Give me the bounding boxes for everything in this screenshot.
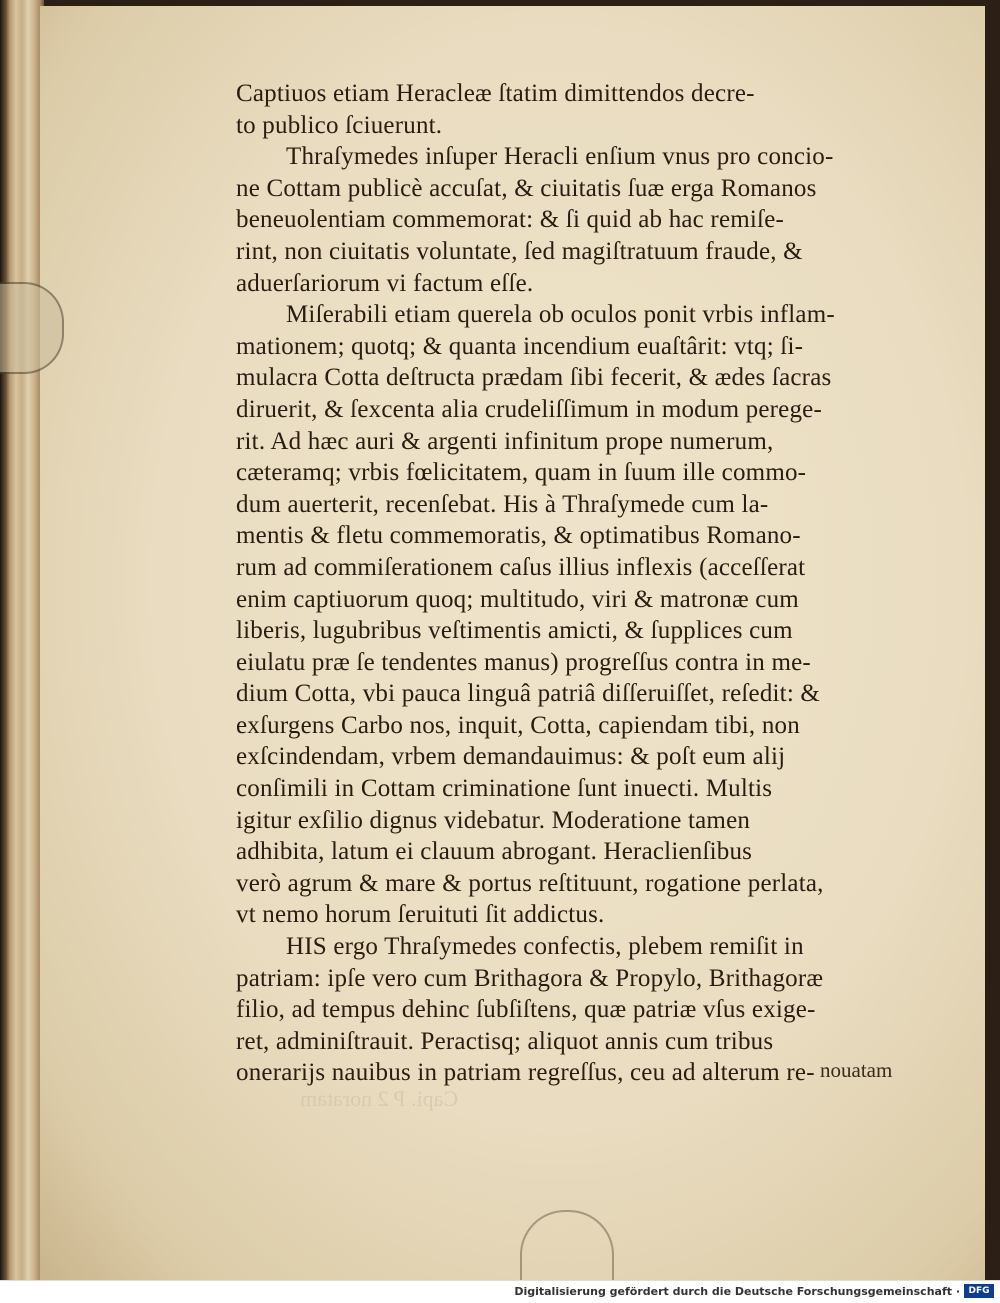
text-line: Captiuos etiam Heracleæ ſtatim dimittendos decre- bbox=[236, 80, 755, 107]
text-line: ret, adminiſtrauit. Peractisq; aliquot annis cum tribus bbox=[236, 1027, 774, 1055]
text-line: patriam: ipſe vero cum Brithagora & Propylo, Brithagoræ bbox=[236, 964, 824, 992]
text-line: filio, ad tempus dehinc ſubſiſtens, quæ patriæ vſus exige- bbox=[236, 996, 816, 1024]
text-line: mationem; quotq; & quanta incendium euaſtârit: vtq; ſi- bbox=[236, 332, 804, 360]
text-line: Miſerabili etiam querela ob oculos ponit vrbis inflam- bbox=[286, 301, 835, 329]
book-fore-edge bbox=[0, 0, 44, 1280]
text-line: rint, non ciuitatis voluntate, ſed magiſtratuum fraude, & bbox=[236, 237, 803, 265]
text-line: mulacra Cotta deſtructa prædam ſibi fecerit, & ædes ſacras bbox=[236, 364, 832, 392]
footer-bar bbox=[0, 1280, 1000, 1303]
text-line: Thraſymedes inſuper Heracli enſium vnus pro concio- bbox=[286, 143, 834, 171]
text-line: cæteramq; vrbis fœlicitatem, quam in ſuum ille commo- bbox=[236, 459, 807, 487]
text-line: ne Cottam publicè accuſat, & ciuitatis ſuæ erga Romanos bbox=[236, 174, 817, 202]
text-line: dum auerterit, recenſebat. His à Thraſymede cum la- bbox=[236, 490, 769, 518]
text-line: enim captiuorum quoq; multitudo, viri & matronæ cum bbox=[236, 585, 799, 613]
text-line: conſimili in Cottam criminatione ſunt inuecti. Multis bbox=[236, 775, 773, 803]
text-line: verò agrum & mare & portus reſtituunt, rogatione perlata, bbox=[236, 869, 824, 897]
text-line: exſcindendam, vrbem demandauimus: & poſt eum alij bbox=[236, 743, 786, 771]
text-line: liberis, lugubribus veſtimentis amicti, & ſupplices cum bbox=[236, 617, 793, 645]
funding-credit: Digitalisierung gefördert durch die Deutsche Forschungsgemeinschaft · bbox=[514, 1285, 960, 1298]
text-line: to publico ſciuerunt. bbox=[236, 111, 443, 139]
text-line: igitur exſilio dignus videbatur. Moderatione tamen bbox=[236, 806, 751, 834]
text-line: vt nemo horum ſeruituti ſit addictus. bbox=[236, 901, 605, 929]
catchword: nouatam bbox=[820, 1058, 893, 1082]
text-line: HIS ergo Thraſymedes confectis, plebem remiſit in bbox=[286, 933, 804, 961]
text-line: onerarijs nauibus in patriam regreſſus, ceu ad alterum re- bbox=[236, 1059, 815, 1087]
text-line: dium Cotta, vbi pauca linguâ patriâ diſſeruiſſet, reſedit: & bbox=[236, 680, 821, 708]
text-line: rit. Ad hæc auri & argenti infinitum prope numerum, bbox=[236, 427, 774, 455]
text-line: diruerit, & ſexcenta alia crudeliſſimum in modum perege- bbox=[236, 395, 823, 423]
text-line: mentis & fletu commemoratis, & optimatibus Romano- bbox=[236, 522, 801, 550]
text-line: beneuolentiam commemorat: & ſi quid ab hac remiſe- bbox=[236, 206, 785, 234]
text-line: eiulatu præ ſe tendentes manus) progreſſus contra in me- bbox=[236, 648, 811, 676]
page-body-text bbox=[236, 78, 900, 1089]
text-line: aduerſariorum vi factum eſſe. bbox=[236, 269, 534, 297]
text-line: exſurgens Carbo nos, inquit, Cotta, capiendam tibi, non bbox=[236, 711, 800, 739]
text-line: rum ad commiſerationem caſus illius inflexis (acceſſerat bbox=[236, 553, 806, 581]
text-line: adhibita, latum ei clauum abrogant. Heraclienſibus bbox=[236, 838, 753, 866]
bleed-through-text: Capi. P 2 noratam bbox=[300, 1086, 459, 1111]
dfg-logo: DFG bbox=[964, 1284, 994, 1298]
